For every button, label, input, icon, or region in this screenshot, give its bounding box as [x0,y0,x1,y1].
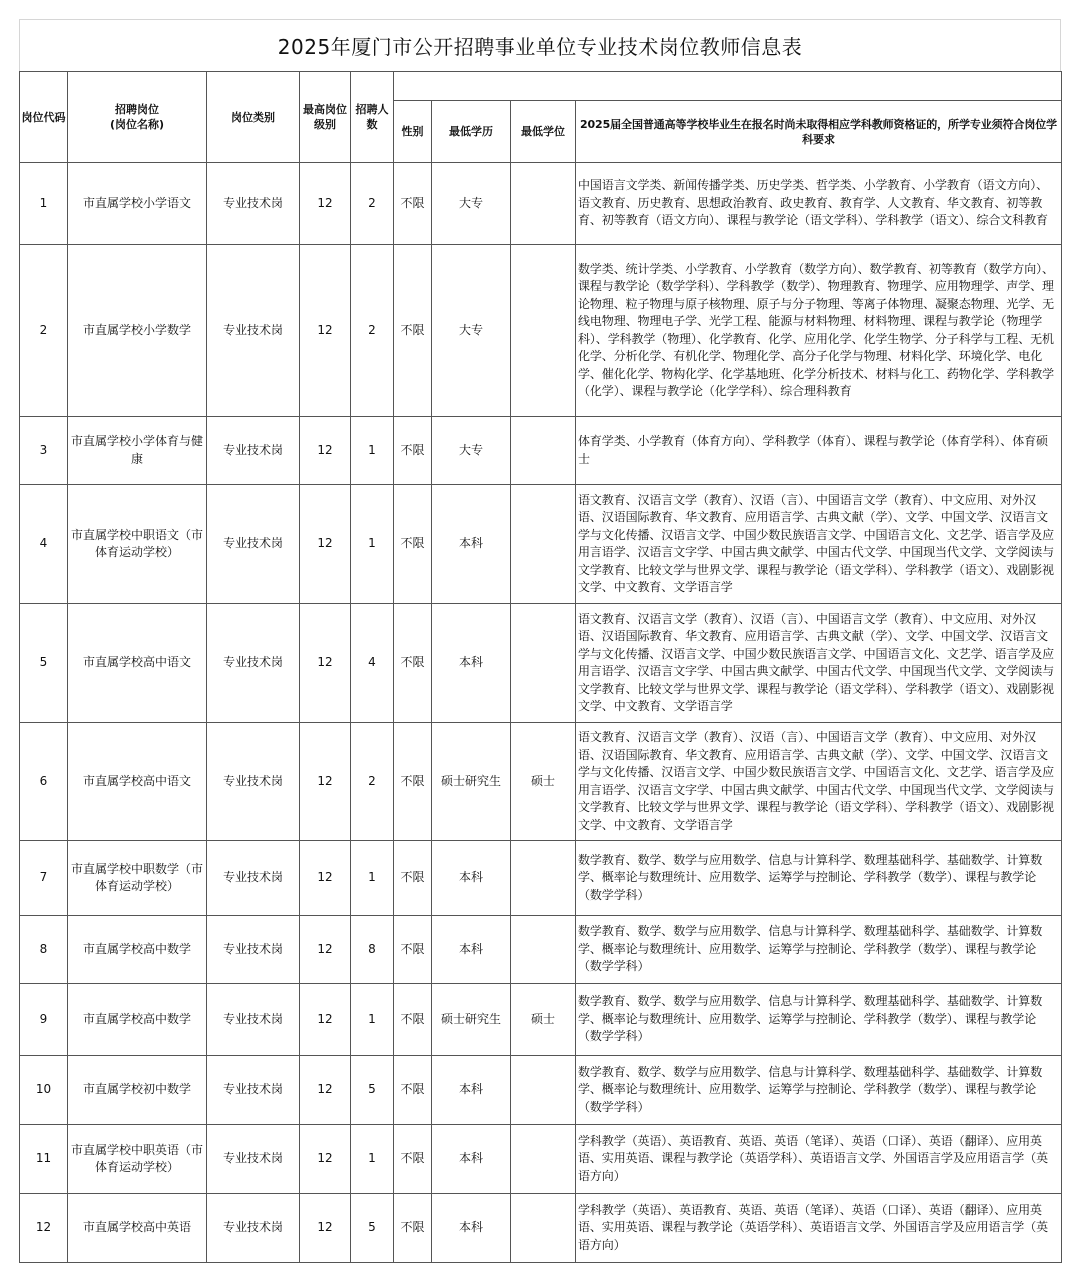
row-degree [511,1194,576,1263]
row-post: 市直属学校中职语文（市体育运动学校） [68,485,207,604]
table-row [20,485,1062,604]
row-category: 专业技术岗 [207,984,300,1056]
document-sheet [19,19,1061,1263]
row-requirement: 中国语言文学类、新闻传播学类、历史学类、哲学类、小学教育、小学教育（语文方向）、语文教育、历史教育、思想政治教育、政史教育、教育学、人文教育、华文教育、初等教育、初等教育（语文方向）、课程与教学论（语文学科）、学科教学（语文）、综合文科教育 [576,163,1062,245]
row-post: 市直属学校高中数学 [68,984,207,1056]
row-category: 专业技术岗 [207,1125,300,1194]
row-degree [511,417,576,485]
row-code: 6 [20,723,68,841]
row-count: 5 [351,1056,394,1125]
row-category: 专业技术岗 [207,245,300,417]
row-gender: 不限 [394,417,432,485]
header-post [68,72,207,163]
row-count: 1 [351,984,394,1056]
row-level: 12 [300,245,351,417]
row-code: 9 [20,984,68,1056]
header-code: 岗位代码 [20,72,68,163]
row-count: 4 [351,604,394,723]
row-category: 专业技术岗 [207,417,300,485]
row-count: 1 [351,841,394,916]
row-requirement: 语文教育、汉语言文学（教育）、汉语（言）、中国语言文学（教育）、中文应用、对外汉语、汉语国际教育、华文教育、应用语言学、古典文献（学）、文学、中国文学、汉语言文学与文化传播、汉语言文学、中国少数民族语言文学、中国语言文化、文艺学、语言学及应用言语学、汉语言文字学、中国古典文献学、中国古代文学、中国现当代文学、文学阅读与文学教育、比较文学与世界文学、课程与教学论（语文学科）、学科教学（语文）、戏剧影视文学、中文教育、文学语言学 [576,604,1062,723]
row-code: 1 [20,163,68,245]
table-row [20,984,1062,1056]
row-degree: 硕士 [511,723,576,841]
row-level: 12 [300,1125,351,1194]
row-code: 8 [20,916,68,984]
header-degree: 最低学位 [511,101,576,163]
row-gender: 不限 [394,163,432,245]
row-education: 硕士研究生 [432,723,511,841]
row-degree: 硕士 [511,984,576,1056]
row-education: 本科 [432,485,511,604]
row-post: 市直属学校小学语文 [68,163,207,245]
row-post: 市直属学校高中数学 [68,916,207,984]
row-degree [511,245,576,417]
header-education: 最低学历 [432,101,511,163]
row-requirement: 学科教学（英语）、英语教育、英语、英语（笔译）、英语（口译）、英语（翻译）、应用英语、实用英语、课程与教学论（英语学科）、英语语言文学、外国语言学及应用语言学（英语方向） [576,1125,1062,1194]
row-level: 12 [300,163,351,245]
header-gender: 性别 [394,101,432,163]
row-count: 2 [351,245,394,417]
row-level: 12 [300,1194,351,1263]
row-post: 市直属学校初中数学 [68,1056,207,1125]
row-requirement: 数学教育、数学、数学与应用数学、信息与计算科学、数理基础科学、基础数学、计算数学、概率论与数理统计、应用数学、运筹学与控制论、学科教学（数学）、课程与教学论（数学学科） [576,1056,1062,1125]
row-count: 2 [351,163,394,245]
row-level: 12 [300,604,351,723]
table-row [20,417,1062,485]
table-row [20,1194,1062,1263]
row-requirement: 语文教育、汉语言文学（教育）、汉语（言）、中国语言文学（教育）、中文应用、对外汉语、汉语国际教育、华文教育、应用语言学、古典文献（学）、文学、中国文学、汉语言文学与文化传播、汉语言文学、中国少数民族语言文学、中国语言文化、文艺学、语言学及应用言语学、汉语言文字学、中国古典文献学、中国古代文学、中国现当代文学、文学阅读与文学教育、比较文学与世界文学、课程与教学论（语文学科）、学科教学（语文）、戏剧影视文学、中文教育、文学语言学 [576,723,1062,841]
table-row [20,916,1062,984]
row-gender: 不限 [394,1125,432,1194]
row-requirement: 数学教育、数学、数学与应用数学、信息与计算科学、数理基础科学、基础数学、计算数学、概率论与数理统计、应用数学、运筹学与控制论、学科教学（数学）、课程与教学论（数学学科） [576,916,1062,984]
page-title: 2025年厦门市公开招聘事业单位专业技术岗位教师信息表 [19,19,1061,71]
row-education: 大专 [432,245,511,417]
row-code: 2 [20,245,68,417]
row-post: 市直属学校高中语文 [68,723,207,841]
row-requirement: 体育学类、小学教育（体育方向）、学科教学（体育）、课程与教学论（体育学科）、体育硕士 [576,417,1062,485]
header-post-line2: (岗位名称) [109,118,165,131]
table-row [20,604,1062,723]
row-code: 3 [20,417,68,485]
row-degree [511,916,576,984]
table-row [20,1125,1062,1194]
row-degree [511,841,576,916]
row-count: 1 [351,485,394,604]
row-education: 本科 [432,916,511,984]
row-code: 4 [20,485,68,604]
row-degree [511,485,576,604]
row-education: 本科 [432,1056,511,1125]
row-level: 12 [300,485,351,604]
row-code: 10 [20,1056,68,1125]
table-row [20,245,1062,417]
row-level: 12 [300,916,351,984]
header-count: 招聘人数 [351,72,394,163]
row-category: 专业技术岗 [207,1194,300,1263]
row-post: 市直属学校中职数学（市体育运动学校） [68,841,207,916]
row-education: 大专 [432,417,511,485]
row-post: 市直属学校中职英语（市体育运动学校） [68,1125,207,1194]
row-education: 本科 [432,1125,511,1194]
row-category: 专业技术岗 [207,723,300,841]
row-code: 11 [20,1125,68,1194]
row-level: 12 [300,1056,351,1125]
header-max-level: 最高岗位级别 [300,72,351,163]
row-gender: 不限 [394,984,432,1056]
table-row [20,1056,1062,1125]
row-count: 1 [351,1125,394,1194]
row-level: 12 [300,984,351,1056]
table-row [20,723,1062,841]
row-category: 专业技术岗 [207,485,300,604]
row-post: 市直属学校高中英语 [68,1194,207,1263]
row-requirement: 学科教学（英语）、英语教育、英语、英语（笔译）、英语（口译）、英语（翻译）、应用英语、实用英语、课程与教学论（英语学科）、英语语言文学、外国语言学及应用语言学（英语方向） [576,1194,1062,1263]
row-post: 市直属学校高中语文 [68,604,207,723]
row-requirement: 语文教育、汉语言文学（教育）、汉语（言）、中国语言文学（教育）、中文应用、对外汉语、汉语国际教育、华文教育、应用语言学、古典文献（学）、文学、中国文学、汉语言文学与文化传播、汉语言文学、中国少数民族语言文学、中国语言文化、文艺学、语言学及应用言语学、汉语言文字学、中国古典文献学、中国古代文学、中国现当代文学、文学阅读与文学教育、比较文学与世界文学、课程与教学论（语文学科）、学科教学（语文）、戏剧影视文学、中文教育、文学语言学 [576,485,1062,604]
row-count: 8 [351,916,394,984]
row-degree [511,604,576,723]
row-post: 市直属学校小学体育与健康 [68,417,207,485]
header-category: 岗位类别 [207,72,300,163]
row-level: 12 [300,417,351,485]
row-count: 1 [351,417,394,485]
row-gender: 不限 [394,245,432,417]
row-count: 2 [351,723,394,841]
row-requirement: 数学教育、数学、数学与应用数学、信息与计算科学、数理基础科学、基础数学、计算数学、概率论与数理统计、应用数学、运筹学与控制论、学科教学（数学）、课程与教学论（数学学科） [576,984,1062,1056]
row-level: 12 [300,841,351,916]
row-level: 12 [300,723,351,841]
row-category: 专业技术岗 [207,163,300,245]
header-row-top [20,72,1062,101]
row-gender: 不限 [394,841,432,916]
row-category: 专业技术岗 [207,916,300,984]
row-count: 5 [351,1194,394,1263]
header-requirement: 2025届全国普通高等学校毕业生在报名时尚未取得相应学科教师资格证的，所学专业须符合岗位学科要求 [576,101,1062,163]
row-gender: 不限 [394,723,432,841]
row-code: 5 [20,604,68,723]
recruitment-table [19,71,1062,1263]
row-gender: 不限 [394,485,432,604]
row-code: 7 [20,841,68,916]
header-group-blank [394,72,1062,101]
row-education: 本科 [432,604,511,723]
row-category: 专业技术岗 [207,1056,300,1125]
row-gender: 不限 [394,1194,432,1263]
row-gender: 不限 [394,916,432,984]
row-education: 本科 [432,1194,511,1263]
row-gender: 不限 [394,604,432,723]
row-gender: 不限 [394,1056,432,1125]
table-row [20,163,1062,245]
header-post-line1: 招聘岗位 [115,103,159,116]
row-code: 12 [20,1194,68,1263]
row-education: 本科 [432,841,511,916]
row-requirement: 数学教育、数学、数学与应用数学、信息与计算科学、数理基础科学、基础数学、计算数学、概率论与数理统计、应用数学、运筹学与控制论、学科教学（数学）、课程与教学论（数学学科） [576,841,1062,916]
table-body [20,163,1062,1263]
row-category: 专业技术岗 [207,841,300,916]
table-row [20,841,1062,916]
row-degree [511,1125,576,1194]
row-requirement: 数学类、统计学类、小学教育、小学教育（数学方向）、数学教育、初等教育（数学方向）、课程与教学论（数学学科）、学科教学（数学）、物理教育、物理学、应用物理学、声学、理论物理、粒子物理与原子核物理、原子与分子物理、等离子体物理、凝聚态物理、光学、无线电物理、物理电子学、光学工程、能源与材料物理、材料物理、课程与教学论（物理学科）、学科教学（物理）、化学教育、化学、应用化学、化学生物学、分子科学与工程、无机化学、分析化学、有机化学、物理化学、高分子化学与物理、材料化学、环境化学、电化学、催化化学、物构化学、化学基地班、化学分析技术、材料与化工、药物化学、学科教学（化学）、课程与教学论（化学学科）、综合理科教育 [576,245,1062,417]
row-education: 硕士研究生 [432,984,511,1056]
row-education: 大专 [432,163,511,245]
row-post: 市直属学校小学数学 [68,245,207,417]
row-category: 专业技术岗 [207,604,300,723]
row-degree [511,163,576,245]
row-degree [511,1056,576,1125]
